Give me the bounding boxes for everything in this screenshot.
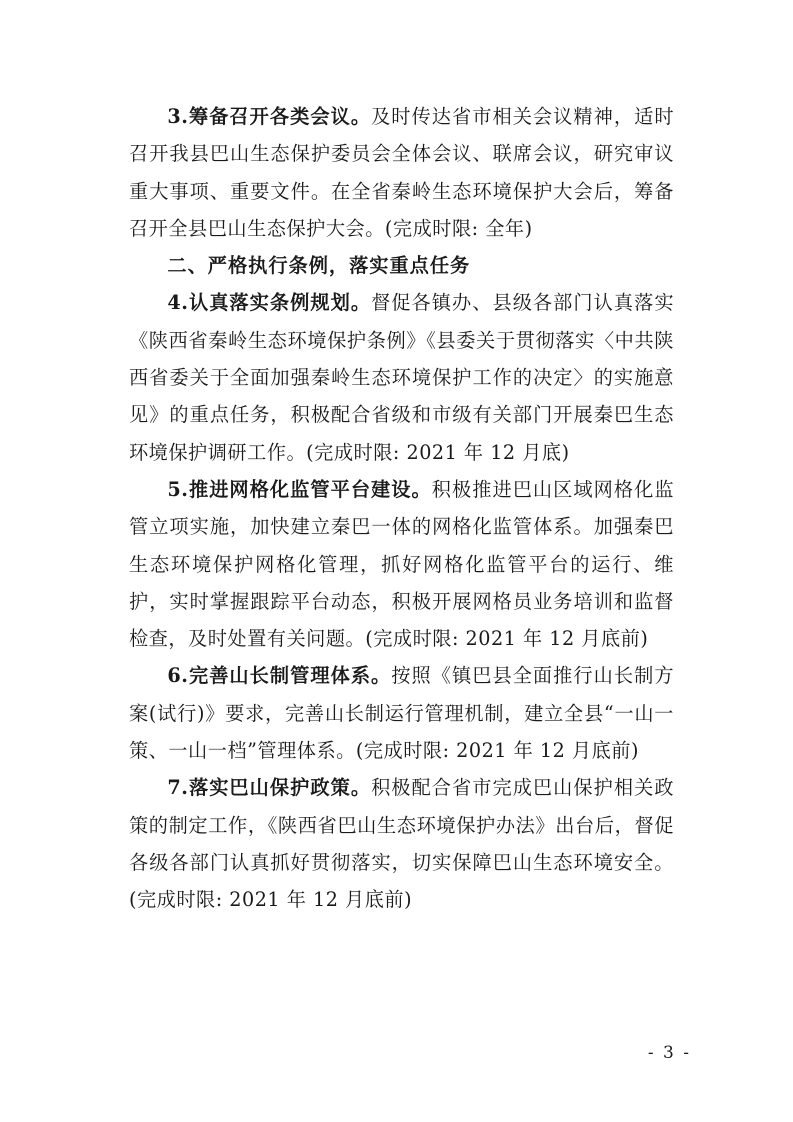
paragraph-item-4 bbox=[129, 284, 674, 470]
item-7-title: 7.落实巴山保护政策。 bbox=[167, 776, 372, 800]
item-3-body: 及时传达省市相关会议精神，适时召开我县巴山生态保护委员会全体会议、联席会议，研究审议重大事项、重要文件。在全省秦岭生态环境保护大会后，筹备召开全县巴山生态保护大会。(完成时限: 全年) bbox=[129, 105, 675, 240]
paragraph-item-3 bbox=[129, 98, 674, 247]
item-3-title: 3.筹备召开各类会议。 bbox=[167, 105, 372, 128]
item-6-body: 按照《镇巴县全面推行山长制方案(试行)》要求，完善山长制运行管理机制，建立全县“一山一策、一山一档”管理体系。(完成时限: 2021 年 12 月底前) bbox=[129, 664, 675, 763]
item-4-title: 4.认真落实条例规划。 bbox=[167, 291, 372, 315]
paragraph-item-6 bbox=[129, 657, 674, 769]
item-6-title: 6.完善山长制管理体系。 bbox=[167, 664, 392, 688]
item-5-title: 5.推进网格化监管平台建设。 bbox=[167, 477, 432, 501]
page-number: - 3 - bbox=[647, 1043, 691, 1063]
item-5-body: 积极推进巴山区域网格化监管立项实施，加快建立秦巴一体的网格化监管体系。加强秦巴生态环境保护网格化管理，抓好网格化监管平台的运行、维护，实时掌握跟踪平台动态，积极开展网格员业务培训和监督检查，及时处置有关问题。(完成时限: 2021 年 12 月底前) bbox=[129, 477, 675, 651]
paragraph-item-7 bbox=[129, 769, 674, 918]
item-4-body: 督促各镇办、县级各部门认真落实《陕西省秦岭生态环境保护条例》《县委关于贯彻落实〈中共陕西省委关于全面加强秦岭生态环境保护工作的决定〉的实施意见》的重点任务，积极配合省级和市级有关部门开展秦巴生态环境保护调研工作。(完成时限: 2021 年 12 月底) bbox=[129, 291, 675, 464]
body-text bbox=[129, 98, 674, 919]
section-heading-2: 二、严格执行条例，落实重点任务 bbox=[167, 254, 471, 278]
paragraph-item-5 bbox=[129, 471, 674, 657]
item-7-body: 积极配合省市完成巴山保护相关政策的制定工作，《陕西省巴山生态环境保护办法》出台后，督促各级各部门认真抓好贯彻落实，切实保障巴山生态环境安全。(完成时限: 2021 年 12 月底前) bbox=[129, 776, 675, 912]
